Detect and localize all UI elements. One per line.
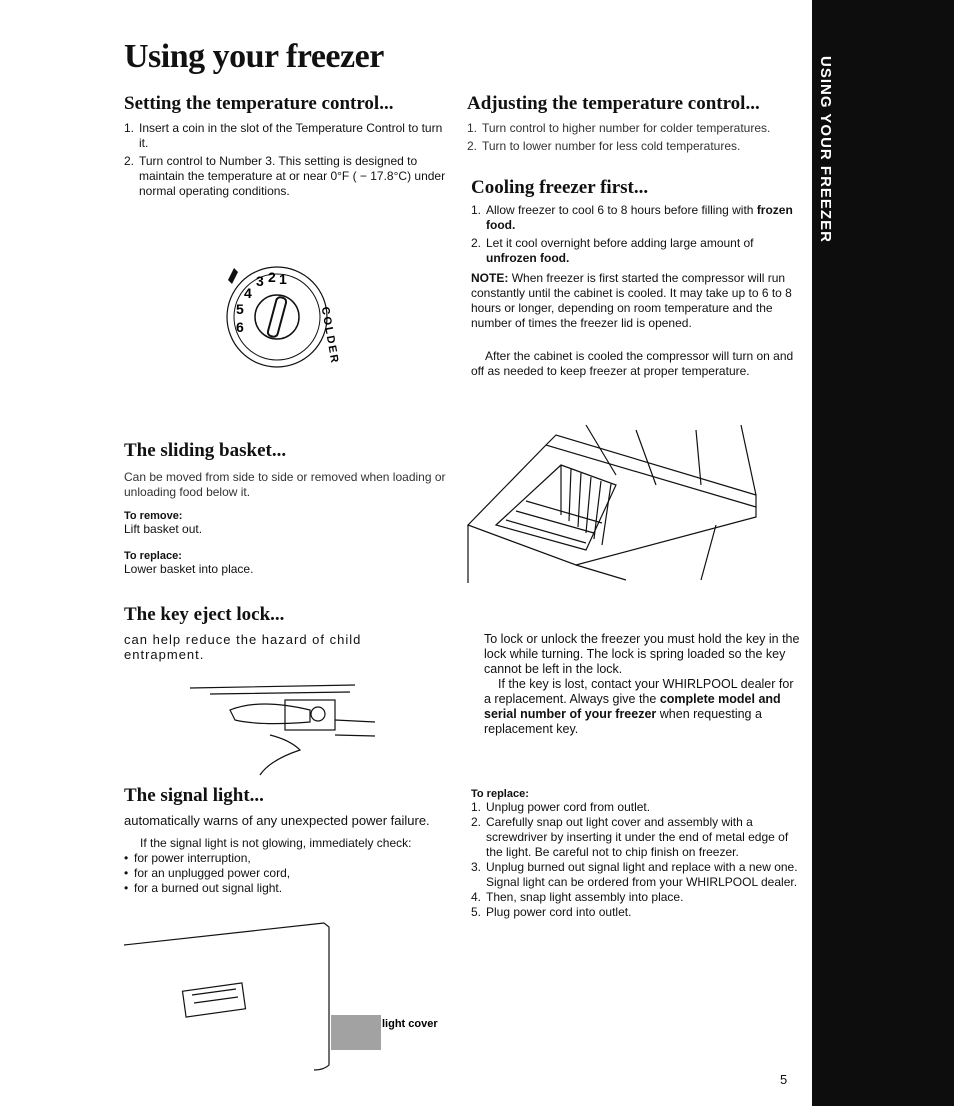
setting-steps (124, 121, 454, 199)
signal-light-ridges (192, 989, 238, 1003)
dial-number: 6 (236, 319, 244, 335)
note-label: NOTE: (471, 271, 509, 285)
step-number: 3. (471, 860, 482, 874)
list-item (467, 121, 807, 136)
step-text: Unplug power cord from outlet. (486, 800, 651, 814)
step-text: Turn control to Number 3. This setting is designed to maintain the temperature at or near 0°F ( − 17.8°C) under normal operating conditions. (139, 154, 446, 198)
dial-coin-slot (267, 296, 287, 337)
list-item (471, 800, 803, 815)
list-item (471, 890, 803, 905)
list-item (471, 203, 801, 233)
freezer-top-outline (468, 445, 756, 565)
side-tab-label: USING YOUR FREEZER (817, 56, 834, 243)
list-item (471, 815, 803, 860)
step-emphasis: frozen food. (486, 203, 793, 232)
lock-paragraph-2-text: If the key is lost, contact your WHIRLPOOL dealer for a replacement. Always give the (484, 677, 794, 706)
step-text: Insert a coin in the slot of the Temperature Control to turn it. (139, 121, 443, 150)
dial-number: 5 (236, 301, 244, 317)
step-number: 2. (124, 154, 135, 168)
dial-knob (255, 295, 299, 339)
temperature-dial-illustration (222, 262, 341, 372)
setting-heading: Setting the temperature control... (124, 93, 394, 114)
lock-heading: The key eject lock... (124, 604, 285, 625)
note-text: When freezer is first started the compressor will run constantly until the cabinet is cooled. It may take up to 6 to 8 hours or longer, depending on room temperature and the number of times the freezer lid is opened. (471, 271, 792, 330)
step-number: 4. (471, 890, 482, 904)
signal-check-intro: If the signal light is not glowing, immediately check: (140, 836, 412, 850)
basket-replace-text: Lower basket into place. (124, 562, 254, 576)
key-lock-illustration (190, 680, 380, 780)
cabinet-lines (190, 685, 355, 694)
cooling-steps (471, 203, 801, 266)
list-item (467, 139, 807, 154)
step-text: Let it cool overnight before adding large amount of (486, 236, 754, 250)
signal-heading: The signal light... (124, 785, 264, 806)
basket-wires (561, 465, 611, 545)
lock-paragraph-1: To lock or unlock the freezer you must hold the key in the lock while turning. The lock is spring loaded so the key cannot be left in the lock. (484, 632, 800, 676)
step-number: 1. (471, 203, 482, 217)
step-number: 5. (471, 905, 482, 919)
cooling-note (471, 271, 801, 331)
list-item (124, 154, 454, 199)
page-title: Using your freezer (124, 38, 384, 75)
step-number: 1. (471, 800, 482, 814)
dial-pointer (228, 268, 238, 284)
step-text: Unplug burned out signal light and replace with a new one. Signal light can be ordered from your WHIRLPOOL dealer. (486, 860, 798, 889)
step-text: Turn control to higher number for colder temperatures. (482, 121, 771, 135)
cabinet-line (124, 923, 324, 945)
basket-intro: Can be moved from side to side or removed when loading or unloading food below it. (124, 470, 446, 499)
signal-replace-section (471, 788, 803, 920)
cabinet-corner (314, 923, 329, 1070)
hand-fingers (230, 704, 310, 724)
step-text: Carefully snap out light cover and assembly with a screwdriver by inserting it under the end of metal edge of the light. Be careful not to chip finish on freezer. (486, 815, 789, 859)
basket-rails (506, 501, 602, 543)
step-text: Turn to lower number for less cold temperatures. (482, 139, 741, 153)
list-item: • for an unplugged power cord, (124, 866, 457, 881)
step-number: 2. (471, 236, 482, 250)
list-item: • for a burned out signal light. (124, 881, 457, 896)
basket-remove-label: To remove: (124, 510, 183, 522)
adjusting-steps (467, 121, 807, 154)
step-number: 1. (124, 121, 135, 135)
step-emphasis: unfrozen food. (486, 251, 570, 265)
stipple-shading (331, 1015, 381, 1050)
hand-thumb (260, 735, 300, 775)
signal-replace-label: To replace: (471, 788, 529, 800)
step-number: 2. (471, 815, 482, 829)
setting-section (124, 93, 454, 199)
adjusting-section (467, 93, 807, 154)
signal-checks (124, 851, 457, 896)
basket-section (124, 440, 459, 577)
cooling-section (471, 177, 801, 379)
list-item (471, 860, 803, 890)
signal-replace-steps (471, 800, 803, 920)
dial-label: COLDER (318, 305, 341, 366)
step-number: 1. (467, 121, 478, 135)
step-text: Plug power cord into outlet. (486, 905, 632, 919)
list-item: • for power interruption, (124, 851, 457, 866)
step-number: 2. (467, 139, 478, 153)
dial-number: 1 (279, 271, 287, 287)
adjusting-heading: Adjusting the temperature control... (467, 93, 760, 114)
signal-light-illustration (124, 915, 454, 1070)
page-number: 5 (780, 1072, 788, 1087)
basket-remove-text: Lift basket out. (124, 522, 203, 536)
cabinet-edge (335, 720, 375, 736)
signal-intro: automatically warns of any unexpected power failure. (124, 813, 430, 828)
dial-number: 4 (244, 285, 252, 301)
signal-section (124, 785, 457, 896)
list-item (471, 236, 801, 266)
light-cover-callout: light cover (382, 1018, 438, 1030)
step-text: Then, snap light assembly into place. (486, 890, 684, 904)
dial-number: 3 (256, 273, 264, 289)
cooling-after-text: After the cabinet is cooled the compressor will turn on and off as needed to keep freezer at proper temperature. (471, 349, 794, 378)
step-text: Allow freezer to cool 6 to 8 hours before filling with (486, 203, 754, 217)
basket-replace-label: To replace: (124, 550, 182, 562)
lock-cylinder (311, 707, 325, 721)
list-item (124, 121, 454, 151)
list-item (471, 905, 803, 920)
lock-section (124, 604, 444, 662)
lock-paragraph-2-tail: when requesting a replacement key. (484, 707, 762, 736)
dial-outer-ring (227, 267, 327, 367)
lock-detail (484, 632, 802, 737)
lock-paragraph-2-emphasis: complete model and serial number of your freezer (484, 692, 781, 721)
dial-number: 2 (268, 269, 276, 285)
lock-paragraph-2 (484, 677, 802, 737)
freezer-basket-illustration (466, 425, 766, 585)
basket-heading: The sliding basket... (124, 440, 287, 461)
lock-intro: can help reduce the hazard of child entrapment. (124, 632, 362, 662)
cooling-heading: Cooling freezer first... (471, 177, 649, 198)
